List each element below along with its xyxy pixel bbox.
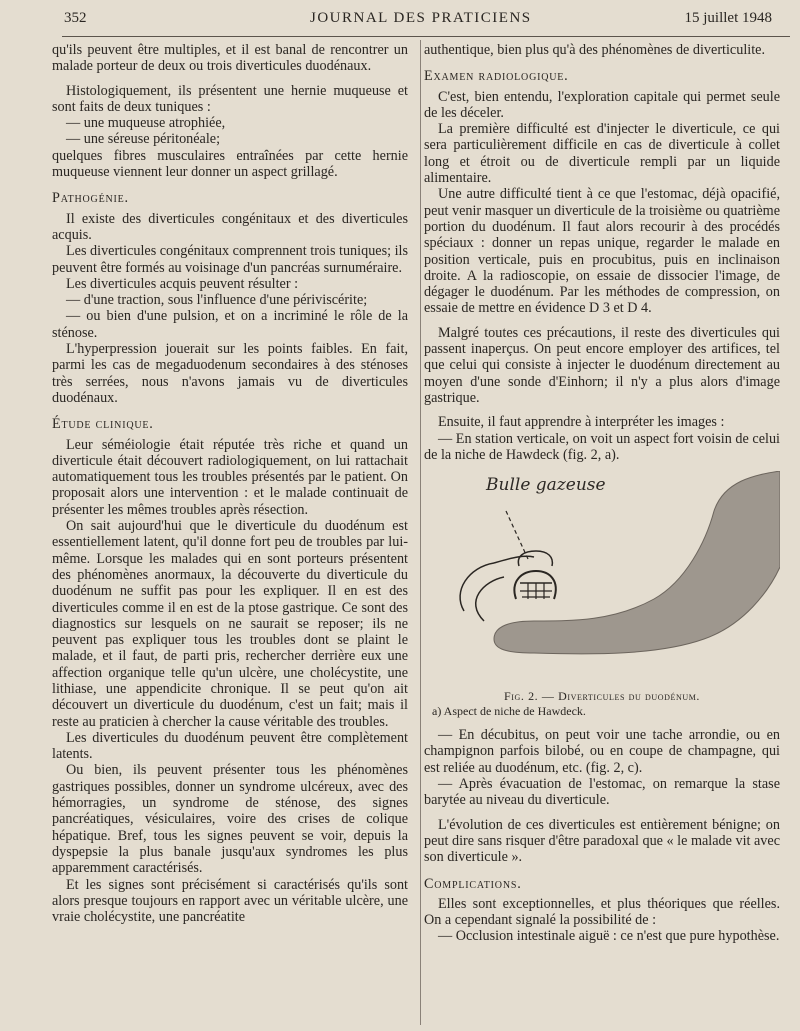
section-heading-complications: Complications. [424, 875, 522, 892]
column-divider [420, 40, 421, 1025]
paragraph: Et les signes sont précisément si caractérisés qu'ils sont alors presque toujours en rapport avec un véritable ulcère, une vraie cholécystite, une pancréatite [52, 876, 408, 926]
paragraph: Les diverticules congénitaux comprennent trois tuniques; ils peuvent être formés au voisinage d'un pancréas surnuméraire. [52, 243, 408, 276]
paragraph: On sait aujourd'hui que le diverticule du duodénum est essentiellement latent, qu'il donne fort peu de troubles par lui-même. Lorsque les malades qui en sont porteurs présentent des phénomènes anormaux, la découverte du diverticule du duodénum ne suffit pas pour les expliquer. Il en est des diverticules comme il en est de la ptose gastrique. Ce sont des diagnostics sur lesquels on ne saurait se reposer; ils ne peuvent pas expliquer tous les troubles dont se plaint le malade, et il faut, de parti pris, rechercher derrière eux une affection organique telle qu'un ulcère, une cholécystite, une lithiase, une appendicite chronique. Il se peut qu'on ait découvert un diverticule du duodénum, c'est un fait; mais il reste au praticien à chercher la cause véritable des troubles. [52, 518, 408, 730]
paragraph: quelques fibres musculaires entraînées par cette hernie muqueuse viennent leur donner un aspect grillagé. [52, 147, 408, 181]
section-heading-pathogenie: Pathogénie. [52, 190, 129, 207]
issue-date: 15 juillet 1948 [684, 10, 772, 26]
paragraph: La première difficulté est d'injecter le diverticule, ce qui sera particulièrement difficile en cas de diverticule à collet long et étroit ou de diverticule rempli par un liquide alimentaire. [424, 121, 780, 187]
page-number: 352 [64, 10, 87, 26]
paragraph: Malgré toutes ces précautions, il reste des diverticules qui passent inaperçus. On peut encore employer des artifices, tel que celui qui consiste à injecter le duodénum directement au moyen d'une sonde d'Einhorn; il n'y a plus alors d'image gastrique. [424, 324, 780, 406]
list-item: — une muqueuse atrophiée, [66, 115, 226, 132]
list-item: — d'une traction, sous l'influence d'une périviscérite; [66, 292, 368, 309]
paragraph: Il existe des diverticules congénitaux et des diverticules acquis. [52, 210, 408, 243]
paragraph: Les diverticules acquis peuvent résulter : [66, 275, 299, 292]
paragraph: Leur séméiologie était réputée très riche et quand un diverticule était découvert radiologiquement, on lui rattachait automatiquement tous les troubles présentés par le patient. On proposait alors une intervention : et le malade continuait de présenter les mêmes troubles après résection. [52, 436, 408, 518]
paragraph: authentique, bien plus qu'à des phénomènes de diverticulite. [424, 42, 765, 58]
header-rule [62, 36, 790, 37]
paragraph: Histologiquement, ils présentent une hernie muqueuse et sont faits de deux tuniques : [52, 82, 408, 115]
paragraph: Une autre difficulté tient à ce que l'estomac, déjà opacifié, peut venir masquer un diverticule de la troisième ou quatrième portion du duodénum. Il faut alors recourir à des procédés spéciaux : donner un repas unique, regarder le malade en position verticale, puis en procubitus, puis en inclinaison droite. A la radioscopie, on essaie de dissocier l'image, de dégager le duodénum. Par les méthodes de compression, on essaie de mettre en évidence D 3 et D 4. [424, 186, 780, 317]
paragraph: C'est, bien entendu, l'exploration capitale qui permet seule de les déceler. [424, 88, 780, 121]
paragraph: qu'ils peuvent être multiples, et il est banal de rencontrer un malade porteur de deux ou trois diverticules duodénaux. [52, 42, 408, 75]
figure-2 [424, 471, 780, 689]
page-header [64, 10, 772, 38]
list-item: — une séreuse péritonéale; [66, 131, 221, 148]
list-item: — Occlusion intestinale aiguë : ce n'est que pure hypothèse. [438, 928, 780, 945]
paragraph: Ou bien, ils peuvent présenter tous les phénomènes gastriques possibles, donner un syndrome ulcéreux, avec des hémorragies, un syndrome de sténose, des signes pancréatiques, vésiculaires, voire des crises de colique hépatique. Bref, tous les signes peuvent se voir, depuis la dyspepsie la plus banale jusqu'aux syndromes les plus apparemment caractérisés. [52, 762, 408, 877]
figure-annotation: Bulle gazeuse [486, 475, 606, 496]
journal-title: JOURNAL DES PRATICIENS [310, 10, 532, 26]
list-item: — En décubitus, on peut voir une tache arrondie, ou en champignon parfois bilobé, ou en coupe de champagne, qui est reliée au duodénum, etc. (fig. 2, c). [424, 727, 780, 776]
paragraph: L'hyperpression jouerait sur les points faibles. En fait, parmi les cas de megaduodenum secondaires à des sténoses très serrées, nous n'avons jamais vu de diverticules duodénaux. [52, 341, 408, 406]
list-item: — ou bien d'une pulsion, et on a incriminé le rôle de la sténose. [52, 308, 408, 341]
duodenum-drawing [424, 471, 780, 689]
paragraph: Les diverticules du duodénum peuvent être complètement latents. [52, 729, 408, 763]
paragraph: L'évolution de ces diverticules est entièrement bénigne; on peut dire sans risquer d'être paradoxal que « le malade vit avec son diverticule ». [424, 816, 780, 866]
list-item: — En station verticale, on voit un aspect fort voisin de celui de la niche de Hawdeck (fig. 2, a). [424, 430, 780, 463]
right-column [424, 42, 780, 945]
figure-caption: Fig. 2. — Diverticules du duodénum. [503, 689, 701, 704]
figure-subcaption: a) Aspect de niche de Hawdeck. [432, 704, 586, 719]
section-heading-examen-radiologique: Examen radiologique. [424, 68, 569, 85]
paragraph: Elles sont exceptionnelles, et plus théoriques que réelles. On a cependant signalé la possibilité de : [424, 895, 780, 929]
list-item: — Après évacuation de l'estomac, on remarque la stase barytée au niveau du diverticule. [424, 776, 780, 809]
section-heading-etude-clinique: Étude clinique. [52, 416, 154, 433]
paragraph: Ensuite, il faut apprendre à interpréter les images : [438, 414, 725, 431]
left-column [52, 42, 408, 925]
